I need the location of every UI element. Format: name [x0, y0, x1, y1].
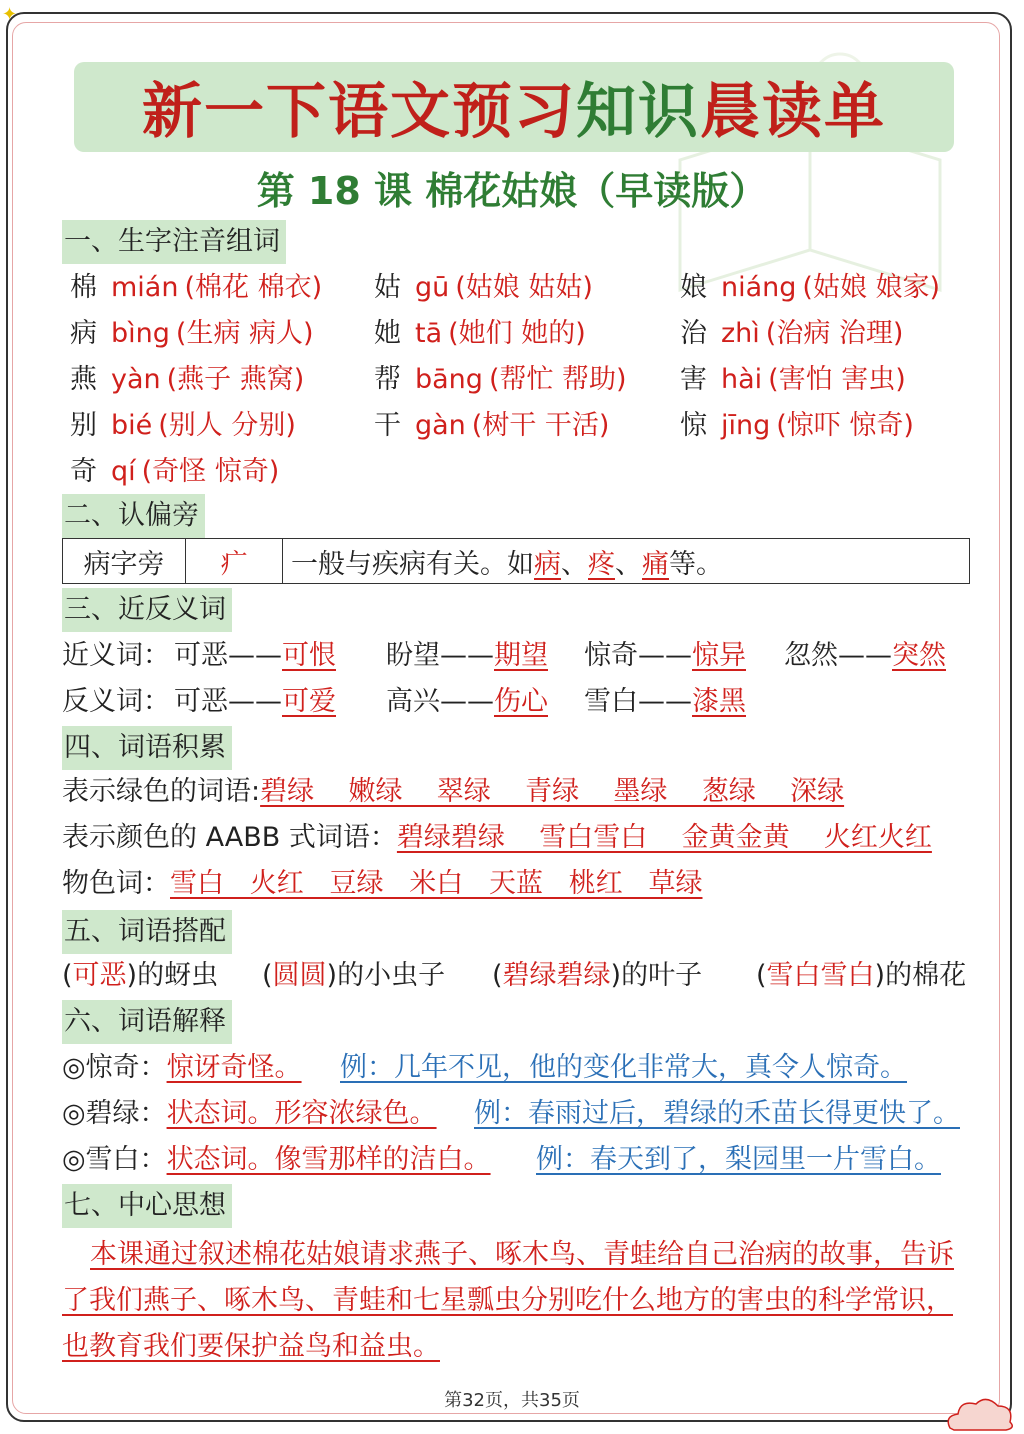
character-entry [680, 362, 906, 398]
synonym-answer: 可恨 [282, 640, 336, 671]
synonym-word: 惊奇—— [584, 640, 692, 671]
pinyin: qí [111, 456, 136, 487]
radical-description [283, 539, 969, 583]
matching-answer: 雪白雪白 [766, 960, 875, 991]
explanation-definition: 状态词。形容浓绿色。 [166, 1098, 437, 1129]
character-entry [680, 316, 903, 352]
lesson-subtitle: 第 18 课 棉花姑娘（早读版） [256, 169, 768, 213]
antonym-pair [386, 684, 548, 720]
character: 燕 [70, 364, 97, 395]
vocab-color-label: 物色词： [62, 868, 170, 899]
matching-item [62, 958, 218, 994]
explanation-term: ◎碧绿： [62, 1098, 167, 1129]
synonym-answer: 期望 [494, 640, 548, 671]
explanation-item [62, 1050, 302, 1086]
synonym-answer: 突然 [892, 640, 946, 671]
matching-answer: 圆圆 [272, 960, 327, 991]
matching-paren: ( [756, 960, 767, 991]
antonym-word: 高兴—— [386, 686, 494, 717]
explanation-term: ◎雪白： [62, 1144, 167, 1175]
explanation-example [474, 1096, 960, 1132]
matching-answer: 碧绿碧绿 [502, 960, 611, 991]
radical-end: 等。 [669, 548, 723, 580]
title-part1: 新一下语文预习 [142, 77, 576, 147]
title-part3: 晨读单 [700, 77, 886, 147]
explanation-example-text: 例：春雨过后，碧绿的禾苗长得更快了。 [474, 1098, 960, 1129]
character-entry [374, 362, 627, 398]
explanation-term: ◎惊奇： [62, 1052, 167, 1083]
matching-noun: )的棉花 [874, 960, 967, 991]
radical-example-2: 疼 [588, 548, 615, 580]
pinyin: zhì [721, 318, 760, 349]
character: 她 [374, 318, 401, 349]
radical-desc-text: 一般与疾病有关。如 [291, 548, 534, 580]
synonym-word: 盼望—— [386, 640, 494, 671]
synonym-pair [584, 638, 746, 674]
page-number: 第32页，共35页 [444, 1390, 580, 1411]
matching-item [492, 958, 702, 994]
word-group: (棉花 棉衣) [184, 272, 323, 303]
pinyin: hài [721, 364, 763, 395]
character: 惊 [680, 410, 707, 441]
word-group: (姑娘 姑姑) [455, 272, 593, 303]
matching-paren: ( [262, 960, 273, 991]
explanation-example-text: 例：几年不见，他的变化非常大，真令人惊奇。 [340, 1052, 907, 1083]
cloud-icon [940, 1392, 1020, 1432]
synonym-label: 近义词： [62, 640, 170, 671]
pinyin: mián [111, 272, 179, 303]
word-group: (别人 分别) [158, 410, 296, 441]
word-group: (治病 治理) [765, 318, 904, 349]
word-group: (惊吓 惊奇) [776, 410, 914, 441]
character-entry [70, 454, 279, 490]
vocab-green-words: 碧绿 嫩绿 翠绿 青绿 墨绿 葱绿 深绿 [260, 776, 845, 807]
character-entry [374, 270, 593, 306]
character-entry [680, 270, 940, 306]
radical-example-3: 痛 [642, 548, 669, 580]
word-group: (她们 她的) [448, 318, 586, 349]
explanation-definition: 惊讶奇怪。 [166, 1052, 302, 1083]
matching-noun: )的蚜虫 [126, 960, 219, 991]
section-heading-matching: 五、词语搭配 [62, 910, 232, 954]
pinyin: gū [415, 272, 450, 303]
word-group: (树干 干活) [471, 410, 610, 441]
star-icon: ✦ [2, 4, 18, 25]
explanation-example [340, 1050, 907, 1086]
word-group: (生病 病人) [175, 318, 314, 349]
synonym-answer: 惊异 [692, 640, 746, 671]
section-heading-central-idea: 七、中心思想 [62, 1184, 232, 1228]
pinyin: gàn [415, 410, 466, 441]
word-group: (姑娘 娘家) [802, 272, 941, 303]
explanation-example [536, 1142, 941, 1178]
section-heading-explanation: 六、词语解释 [62, 1000, 232, 1044]
character: 奇 [70, 456, 97, 487]
antonym-word: 雪白—— [584, 686, 692, 717]
antonym-answer: 伤心 [494, 686, 548, 717]
section-heading-radical: 二、认偏旁 [62, 494, 205, 538]
antonym-pair [174, 684, 336, 720]
radical-name: 病字旁 [63, 539, 186, 583]
character: 帮 [374, 364, 401, 395]
central-idea-paragraph [62, 1232, 966, 1370]
synonym-word: 忽然—— [784, 640, 892, 671]
matching-noun: )的叶子 [610, 960, 703, 991]
character: 干 [374, 410, 401, 441]
antonym-row [62, 684, 170, 720]
vocab-green-label: 表示绿色的词语: [62, 776, 261, 807]
character: 娘 [680, 272, 707, 303]
section-heading-characters: 一、生字注音组词 [62, 220, 286, 264]
pinyin: yàn [111, 364, 161, 395]
pinyin: bié [111, 410, 153, 441]
antonym-answer: 漆黑 [692, 686, 746, 717]
synonym-pair [174, 638, 336, 674]
antonym-answer: 可爱 [282, 686, 336, 717]
pinyin: bāng [415, 364, 483, 395]
vocab-aabb-row [62, 820, 932, 856]
matching-item [756, 958, 966, 994]
character-entry [374, 408, 609, 444]
character: 姑 [374, 272, 401, 303]
character-entry [374, 316, 586, 352]
character-entry [70, 362, 304, 398]
synonym-pair [386, 638, 548, 674]
word-group: (燕子 燕窝) [166, 364, 305, 395]
character: 棉 [70, 272, 97, 303]
word-group: (害怕 害虫) [768, 364, 906, 395]
explanation-item [62, 1142, 491, 1178]
section-heading-vocabulary: 四、词语积累 [62, 726, 232, 770]
character-entry [680, 408, 914, 444]
antonym-word: 可恶—— [174, 686, 282, 717]
radical-symbol: 疒 [186, 539, 283, 583]
radical-sep-2: 、 [615, 548, 642, 580]
synonym-word: 可恶—— [174, 640, 282, 671]
matching-paren: ( [492, 960, 503, 991]
character-entry [70, 316, 314, 352]
character-entry [70, 270, 322, 306]
antonym-pair [584, 684, 746, 720]
character: 病 [70, 318, 97, 349]
word-group: (帮忙 帮助) [488, 364, 627, 395]
radical-example-1: 病 [534, 548, 561, 580]
pinyin: niáng [721, 272, 797, 303]
title-part2: 知识 [576, 77, 700, 147]
pinyin: jīng [721, 410, 771, 441]
radical-table [62, 538, 970, 584]
vocab-color-words: 雪白 火红 豆绿 米白 天蓝 桃红 草绿 [170, 868, 703, 899]
vocab-green-row [62, 774, 844, 810]
section-heading-synonyms: 三、近反义词 [62, 588, 232, 632]
word-group: (奇怪 惊奇) [141, 456, 280, 487]
explanation-definition: 状态词。像雪那样的洁白。 [166, 1144, 491, 1175]
explanation-example-text: 例：春天到了，梨园里一片雪白。 [536, 1144, 941, 1175]
pinyin: bìng [111, 318, 170, 349]
antonym-label: 反义词： [62, 686, 170, 717]
character-entry [70, 408, 296, 444]
vocab-aabb-words: 碧绿碧绿 雪白雪白 金黄金黄 火红火红 [396, 822, 932, 853]
explanation-item [62, 1096, 437, 1132]
character: 别 [70, 410, 97, 441]
vocab-color-row [62, 866, 703, 902]
matching-item [262, 958, 445, 994]
matching-noun: )的小虫子 [326, 960, 446, 991]
radical-sep-1: 、 [561, 548, 588, 580]
matching-answer: 可恶 [72, 960, 127, 991]
vocab-aabb-label: 表示颜色的 AABB 式词语： [62, 822, 397, 853]
character: 害 [680, 364, 707, 395]
synonym-row [62, 638, 170, 674]
main-title [74, 62, 954, 152]
synonym-pair [784, 638, 946, 674]
matching-paren: ( [62, 960, 73, 991]
pinyin: tā [415, 318, 443, 349]
character: 治 [680, 318, 707, 349]
central-idea-text: 本课通过叙述棉花姑娘请求燕子、啄木鸟、青蛙给自己治病的故事，告诉了我们燕子、啄木鸟、青蛙和七星瓢虫分别吃什么地方的害虫的科学常识，也教育我们要保护益鸟和益虫。 [62, 1239, 954, 1362]
